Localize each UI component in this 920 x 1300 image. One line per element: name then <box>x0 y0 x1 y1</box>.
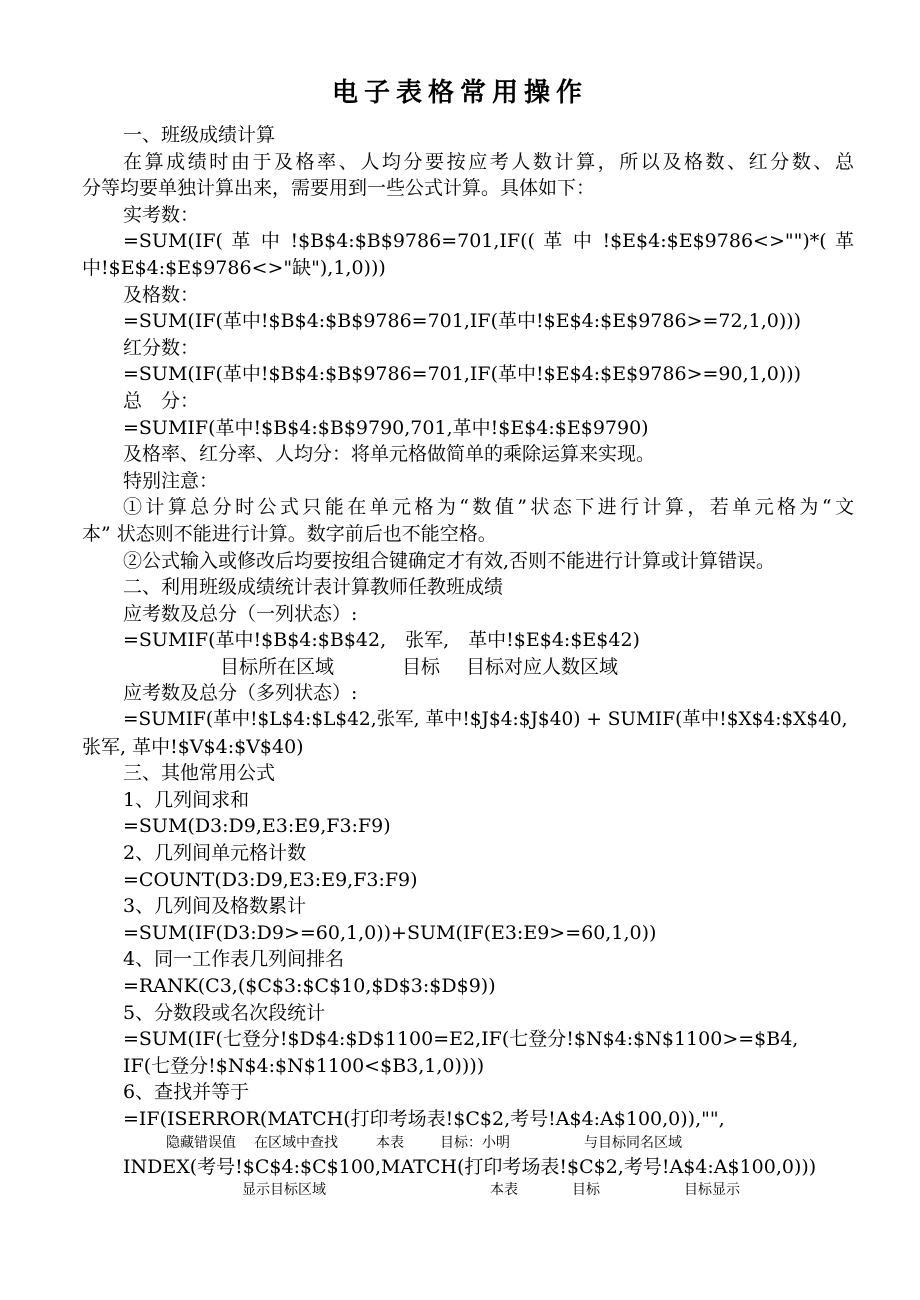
formula-line: =SUM(IF(革中!$B$4:$B$9786=701,IF(革中!$E$4:$E$9786>=90,1,0))) <box>123 363 802 386</box>
annotation-label: 与目标同名区域 <box>584 1134 682 1151</box>
formula-line: =COUNT(D3:D9,E3:E9,F3:F9) <box>123 868 418 891</box>
formula-line: IF(七登分!$N$4:$N$1100<$B3,1,0)))) <box>123 1054 485 1077</box>
section-heading-1: 一、班级成绩计算 <box>123 124 276 146</box>
list-item: 1、几列间求和 <box>123 788 250 811</box>
list-item: 2、几列间单元格计数 <box>123 842 307 865</box>
label-line: 应考数及总分（多列状态）: <box>123 682 358 705</box>
document-title: 电子表格常用操作 <box>331 78 588 108</box>
label-line: 实考数： <box>123 203 200 226</box>
formula-line: =SUMIF(革中!$L$4:$L$42,张军, 革中!$J$4:$J$40) + SUMIF(革中!$X$4:$X$40, <box>123 709 848 731</box>
note-line: ①计算总分时公式只能在单元格为“数值”状态下进行计算，若单元格为“文 <box>123 496 854 519</box>
formula-line: =SUMIF(革中!$B$4:$B$9790,701,革中!$E$4:$E$9790) <box>123 416 649 439</box>
annotation-label: 本表 <box>376 1134 404 1151</box>
annotation-label: 在区域中查找 <box>254 1134 338 1151</box>
annotation-label: 隐藏错误值 <box>166 1134 236 1151</box>
annotation-label: 目标显示 <box>684 1182 740 1199</box>
label-line: 红分数： <box>123 336 200 359</box>
formula-line: 中!$E$4:$E$9786<>"缺"),1,0))) <box>82 256 386 279</box>
formula-line: INDEX(考号!$C$4:$C$100,MATCH(打印考场表!$C$2,考号!A$4:A$100,0))) <box>123 1155 817 1178</box>
label-line: 特别注意： <box>123 469 219 492</box>
formula-line: =SUMIF(革中!$B$4:$B$42, 张军, 革中!$E$4:$E$42) <box>123 629 640 652</box>
paragraph-line: 在算成绩时由于及格率、人均分要按应考人数计算，所以及格数、红分数、总 <box>123 150 854 173</box>
note-line: 本” 状态则不能进行计算。数字前后也不能空格。 <box>82 522 497 545</box>
formula-line: =IF(ISERROR(MATCH(打印考场表!$C$2,考号!A$4:A$100,0)),"", <box>123 1107 725 1130</box>
formula-line: =SUM(IF(革中!$B$4:$B$9786=701,IF(革中!$E$4:$E$9786>=72,1,0))) <box>123 310 802 333</box>
list-item: 4、同一工作表几列间排名 <box>123 948 345 971</box>
label-line: 及格数： <box>123 283 200 306</box>
annotation-label: 目标 <box>402 655 441 678</box>
note-line: ②公式输入或修改后均要按组合键确定才有效,否则不能进行计算或计算错误。 <box>123 549 776 572</box>
annotation-label: 目标对应人数区域 <box>466 655 619 678</box>
formula-line: =SUM(D3:D9,E3:E9,F3:F9) <box>123 815 391 838</box>
annotation-label: 目标：小明 <box>440 1134 510 1151</box>
formula-line: =SUM(IF(D3:D9>=60,1,0))+SUM(IF(E3:E9>=60,1,0)) <box>123 921 657 944</box>
paragraph-line: 分等均要单独计算出来，需要用到一些公式计算。具体如下： <box>82 177 596 200</box>
list-item: 3、几列间及格数累计 <box>123 895 307 918</box>
formula-annotation-row <box>82 1180 854 1201</box>
section-heading-3: 三、其他常用公式 <box>123 762 276 785</box>
list-item: 6、查找并等于 <box>123 1081 250 1104</box>
annotation-label: 显示目标区域 <box>242 1182 326 1199</box>
section-heading-2: 二、利用班级成绩统计表计算教师任教班成绩 <box>123 576 504 599</box>
label-line: 应考数及总分（一列状态）: <box>123 602 358 625</box>
formula-annotation-row <box>82 1133 854 1154</box>
annotation-label: 目标所在区域 <box>220 655 335 678</box>
formula-line: =SUM(IF( 革 中 !$B$4:$B$9786=701,IF(( 革 中 !$E$4:$E$9786<>"")*( 革 <box>123 230 854 253</box>
formula-line: 张军, 革中!$V$4:$V$40) <box>82 735 304 758</box>
list-item: 5、分数段或名次段统计 <box>123 1001 326 1024</box>
paragraph-line: 及格率、红分率、人均分：将单元格做简单的乘除运算来实现。 <box>123 443 656 466</box>
annotation-label: 本表 <box>490 1182 518 1199</box>
document-body <box>82 122 854 1201</box>
annotation-label: 目标 <box>572 1182 600 1199</box>
formula-line: =SUM(IF(七登分!$D$4:$D$1100=E2,IF(七登分!$N$4:$N$1100>=$B4, <box>123 1028 799 1051</box>
formula-line: =RANK(C3,($C$3:$C$10,$D$3:$D$9)) <box>123 975 496 997</box>
label-line: 总 分： <box>123 389 200 412</box>
formula-annotation-row <box>82 654 854 681</box>
